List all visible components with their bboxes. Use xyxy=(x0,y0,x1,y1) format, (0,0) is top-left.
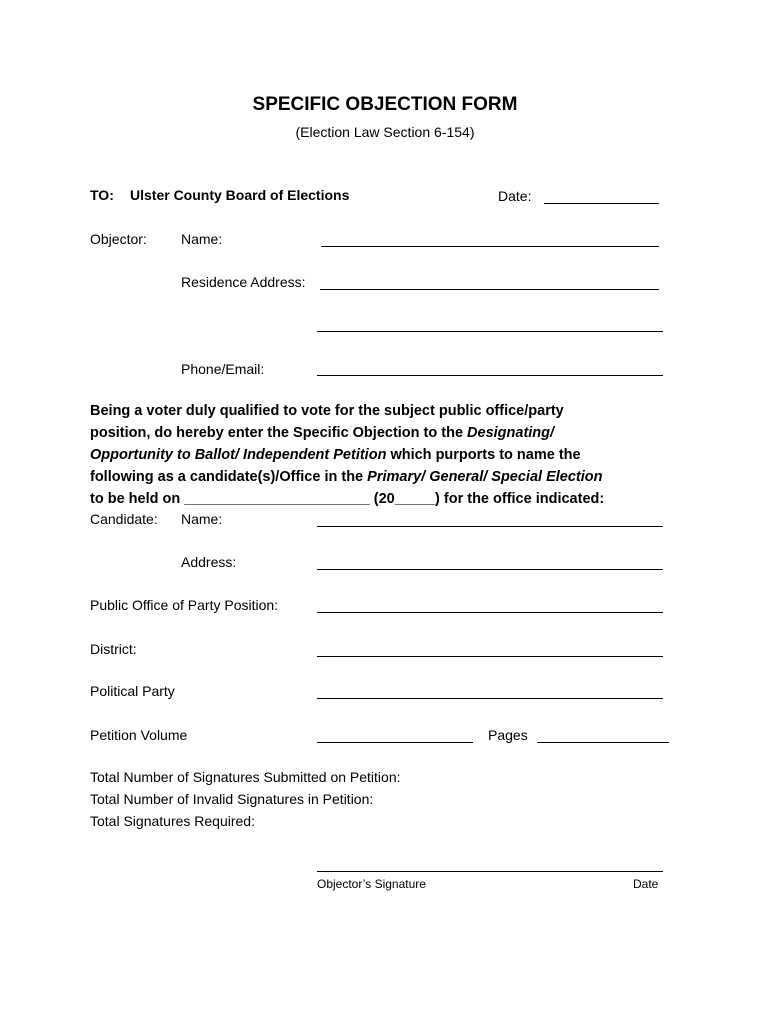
phone-email-label: Phone/Email: xyxy=(181,361,265,377)
district-line[interactable] xyxy=(317,656,663,657)
total-required-label: Total Signatures Required: xyxy=(90,813,255,829)
public-office-label: Public Office of Party Position: xyxy=(90,597,279,613)
statement-text: which purports to name the xyxy=(386,447,581,463)
statement-emphasis: Primary/ General/ Special Election xyxy=(367,469,603,485)
candidate-address-label: Address: xyxy=(181,554,237,570)
date-field-line[interactable] xyxy=(544,203,659,204)
objection-statement xyxy=(90,400,690,510)
to-label: TO: xyxy=(90,187,114,203)
public-office-line[interactable] xyxy=(317,612,663,613)
pages-label: Pages xyxy=(488,727,528,743)
total-submitted-label: Total Number of Signatures Submitted on Petition: xyxy=(90,769,401,785)
petition-volume-label: Petition Volume xyxy=(90,727,188,743)
candidate-address-line[interactable] xyxy=(317,569,663,570)
candidate-label: Candidate: xyxy=(90,511,158,527)
statement-emphasis: Designating/ xyxy=(467,425,555,441)
candidate-name-line[interactable] xyxy=(317,526,663,527)
candidate-name-label: Name: xyxy=(181,511,223,527)
signature-line[interactable] xyxy=(317,871,663,872)
objector-name-line[interactable] xyxy=(321,246,659,247)
statement-text: position, do hereby enter the Specific Objection to the xyxy=(90,425,468,441)
date-label: Date: xyxy=(498,188,532,204)
total-invalid-label: Total Number of Invalid Signatures in Petition: xyxy=(90,791,374,807)
petition-volume-line[interactable] xyxy=(317,742,473,743)
residence-address-line-2[interactable] xyxy=(317,331,663,332)
board-name: Ulster County Board of Elections xyxy=(130,187,350,203)
objector-label: Objector: xyxy=(90,231,147,247)
district-label: District: xyxy=(90,641,137,657)
statement-line-2 xyxy=(90,422,690,444)
political-party-line[interactable] xyxy=(317,698,663,699)
residence-address-label: Residence Address: xyxy=(181,274,306,290)
phone-email-line[interactable] xyxy=(317,375,663,376)
form-subtitle: (Election Law Section 6-154) xyxy=(295,124,475,140)
statement-line-3 xyxy=(90,444,690,466)
statement-text: following as a candidate(s)/Office in the xyxy=(90,469,368,485)
statement-line-1: Being a voter duly qualified to vote for the subject public office/party xyxy=(90,403,564,419)
political-party-label: Political Party xyxy=(90,683,175,699)
statement-line-4 xyxy=(90,466,690,488)
objector-signature-label: Objector’s Signature xyxy=(317,877,426,891)
statement-line-5: to be held on _______________________ (20_____) for the office indicated: xyxy=(90,491,605,507)
residence-address-line-1[interactable] xyxy=(320,289,659,290)
objector-name-label: Name: xyxy=(181,231,223,247)
form-title: SPECIFIC OBJECTION FORM xyxy=(252,94,518,115)
pages-line[interactable] xyxy=(537,742,669,743)
signature-date-label: Date xyxy=(633,877,659,891)
statement-emphasis: Opportunity to Ballot/ Independent Petition xyxy=(90,447,387,463)
